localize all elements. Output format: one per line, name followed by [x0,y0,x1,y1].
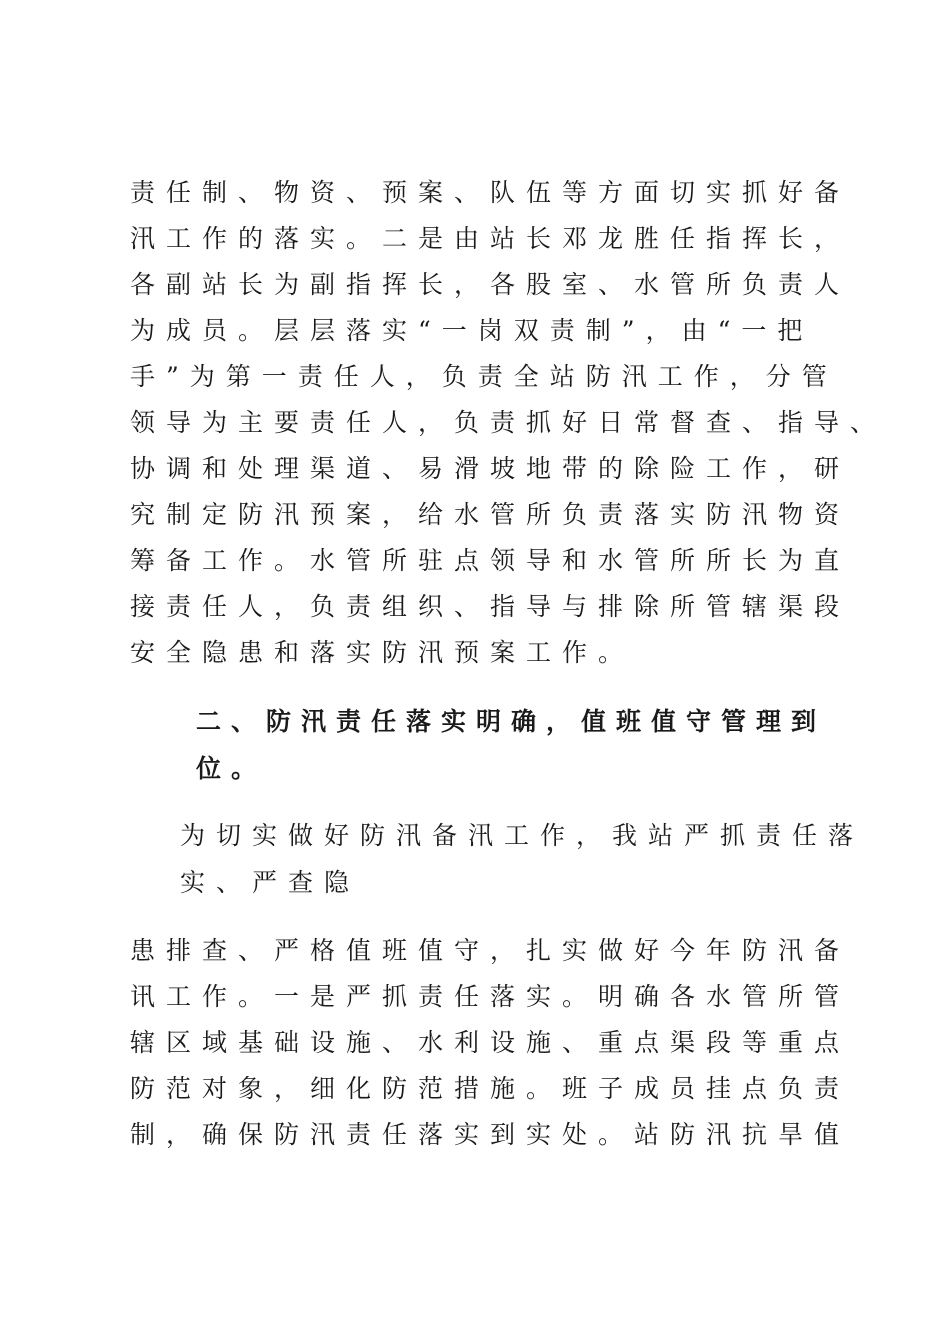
text-line: 手”为第一责任人，负责全站防汛工作，分管 [130,362,838,391]
text-line: 实、严查隐 [180,868,361,897]
text-line: 制，确保防汛责任落实到实处。站防汛抗旱值 [130,1120,851,1149]
text-line: 辖区域基础设施、水利设施、重点渠段等重点 [130,1028,851,1057]
text-line: 接责任人，负责组织、指导与排除所管辖渠段 [130,592,851,621]
text-line: 安全隐患和落实防汛预案工作。 [130,638,635,667]
text-line: 筹备工作。水管所驻点领导和水管所所长为直 [130,546,851,575]
text-line: 讯工作。一是严抓责任落实。明确各水管所管 [130,982,851,1011]
text-line: 汛工作的落实。二是由站长邓龙胜任指挥长， [130,224,851,253]
text-line: 责任制、物资、预案、队伍等方面切实抓好备 [130,178,851,207]
text-line: 为成员。层层落实“一岗双责制”，由“一把 [130,316,814,345]
text-line: 协调和处理渠道、易滑坡地带的除险工作，研 [130,454,851,483]
text-line: 防范对象，细化防范措施。班子成员挂点负责 [130,1074,851,1103]
text-line: 为切实做好防汛备汛工作，我站严抓责任落 [180,821,865,850]
heading-line: 位。 [196,754,267,783]
text-line: 患排查、严格值班值守，扎实做好今年防汛备 [130,936,851,965]
heading-line: 二、防汛责任落实明确，值班值守管理到 [196,707,827,736]
text-line: 各副站长为副指挥长，各股室、水管所负责人 [130,270,851,299]
text-line: 究制定防汛预案，给水管所负责落实防汛物资 [130,500,851,529]
text-line: 领导为主要责任人，负责抓好日常督查、指导、 [130,408,887,437]
